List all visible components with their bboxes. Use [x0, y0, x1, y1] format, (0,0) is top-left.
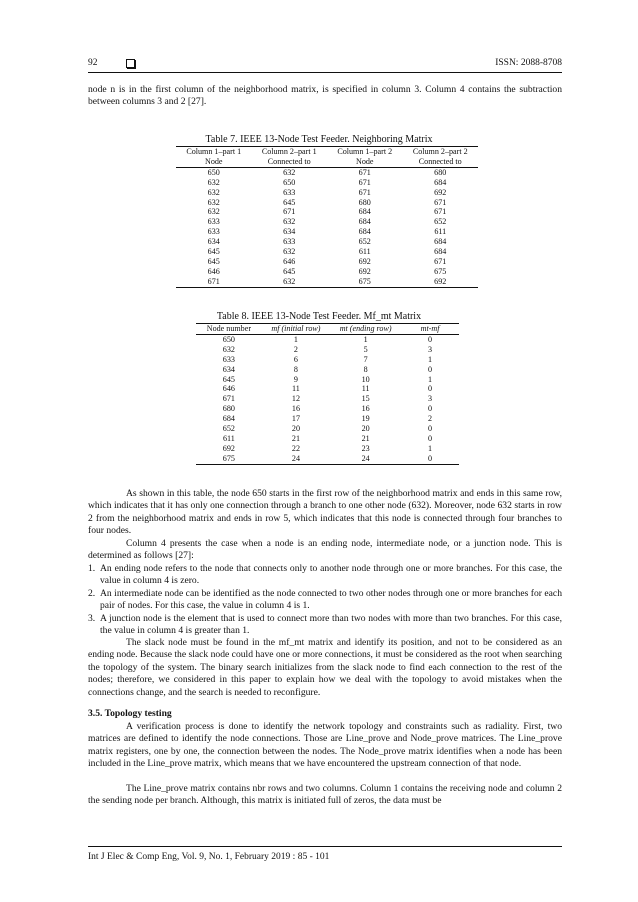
- table-cell: 21: [361, 433, 370, 443]
- table-cell: 650: [207, 167, 220, 177]
- body-paragraph-3: The slack node must be found in the mf_mt matrix and identify its position, and not to be considered as an ending node. Because the slack node could have one or more connections, it must be considered as the root when searching the topology of the system. The binary search initializes from the slack node to find each connection to the rest of the nodes; therefore, we considered in this paper to explain how we deal with the topology to avoid mistakes when the connections change, and the search is needed to reconfigure.: [88, 637, 562, 698]
- table-cell: 684: [222, 414, 235, 424]
- table-cell: 11: [292, 384, 300, 394]
- table-cell: 17: [291, 414, 300, 424]
- table-cell: 634: [207, 237, 220, 247]
- footer-rule: [88, 846, 562, 847]
- table-cell: 692: [358, 256, 371, 266]
- body-paragraph-2: Column 4 presents the case when a node is an ending node, intermediate node, or a junction node. This is determined as follows [27]:: [88, 538, 562, 562]
- table-cell: 0: [428, 424, 433, 434]
- header-rule: [88, 72, 562, 73]
- table-cell: 652: [358, 237, 371, 247]
- table-cell: 15: [361, 394, 370, 404]
- table-cell: 632: [283, 247, 296, 257]
- table-cell: 645: [222, 374, 235, 384]
- table-cell: 2: [428, 414, 433, 424]
- table-cell: 1: [363, 334, 368, 344]
- table-row: [176, 267, 478, 277]
- table-row: [196, 454, 459, 464]
- table-row: [176, 217, 478, 227]
- table-row: [176, 227, 478, 237]
- table-cell: 652: [434, 217, 447, 227]
- table-cell: 671: [222, 394, 235, 404]
- table-cell: 684: [358, 227, 371, 237]
- table-cell: 1: [428, 374, 433, 384]
- table-cell: 8: [363, 364, 368, 374]
- table-cell: 675: [196, 454, 262, 464]
- table-cell: 0: [428, 404, 433, 414]
- table-row: [176, 178, 478, 188]
- issn: ISSN: 2088-8708: [495, 58, 562, 68]
- table-cell: 632: [222, 344, 235, 354]
- table-cell: 7: [363, 354, 368, 364]
- table-row: [176, 277, 478, 287]
- table-cell: 671: [283, 207, 296, 217]
- table-cell: 632: [207, 187, 220, 197]
- table-cell: 634: [283, 227, 296, 237]
- table-cell: 671: [358, 167, 371, 177]
- table-cell: 611: [358, 247, 371, 257]
- table-cell: 16: [361, 404, 370, 414]
- table-cell: 680: [434, 167, 447, 177]
- table-cell: 692: [358, 266, 371, 276]
- table-cell: 1: [293, 334, 298, 344]
- table-cell: 645: [283, 197, 296, 207]
- table-cell: 671: [434, 207, 447, 217]
- table-cell: 633: [222, 354, 235, 364]
- table-cell: 12: [291, 394, 300, 404]
- table-row: [196, 434, 459, 444]
- table-cell: 5: [363, 344, 368, 354]
- table-cell: 671: [358, 187, 371, 197]
- page-number: 92: [88, 58, 98, 68]
- table8-header: mt (ending row): [330, 324, 401, 335]
- table-cell: 675: [327, 277, 403, 287]
- section-heading: 3.5. Topology testing: [88, 708, 172, 719]
- table-cell: 611: [434, 227, 447, 237]
- table-cell: 20: [291, 424, 300, 434]
- table-cell: 2: [293, 344, 298, 354]
- table-cell: 1: [428, 354, 433, 364]
- table-cell: 632: [283, 217, 296, 227]
- table-cell: 16: [291, 404, 300, 414]
- table7: [176, 146, 478, 288]
- table-row: [196, 444, 459, 454]
- table-row: [196, 424, 459, 434]
- table-cell: 684: [434, 237, 447, 247]
- table-cell: 8: [293, 364, 298, 374]
- list-item: 1. An ending node refers to the node that connects only to another node through one or more branches. For this case, the value in column 4 is zero.: [88, 563, 562, 587]
- table-cell: 20: [361, 424, 370, 434]
- table-cell: 6: [293, 354, 298, 364]
- table-row: [196, 404, 459, 414]
- table-cell: 9: [293, 374, 298, 384]
- table-cell: 632: [207, 197, 220, 207]
- table-cell: 10: [361, 374, 370, 384]
- table7-header: Column 2–part 2: [403, 147, 479, 157]
- table-row: [196, 355, 459, 365]
- table-cell: 684: [358, 207, 371, 217]
- table-row: [196, 394, 459, 404]
- table-cell: 634: [222, 364, 235, 374]
- body-paragraph-4: A verification process is done to identify the network topology and constraints such as radiality. First, two matrices are defined to identify the node connections. Those are Line_prove and Node_prove matrices. The Line_prove matrix registers, one by one, the connection between the nodes. The Node_prove matrix identifies when a node has been included in the Line_prove matrix, which means that we have encountered the upstream connection of that node.: [88, 721, 562, 770]
- table-cell: 22: [291, 443, 300, 453]
- table8-header: mt-mf: [401, 324, 459, 335]
- table-row: [176, 188, 478, 198]
- table-row: [176, 247, 478, 257]
- table8: [196, 323, 459, 465]
- table-row: [196, 345, 459, 355]
- table-row: [196, 384, 459, 394]
- table-row: [196, 334, 459, 344]
- table-cell: 611: [222, 433, 235, 443]
- table7-header: Column 1–part 1: [176, 147, 252, 157]
- table-cell: 650: [283, 177, 296, 187]
- table7-header: Connected to: [403, 157, 479, 167]
- table-cell: 645: [283, 266, 296, 276]
- body-paragraph-1: As shown in this table, the node 650 starts in the first row of the neighborhood matrix and ends in this same row, which indicates that it has only one connection through a branch to one other node (632). Moreover, node 632 starts in row 2 from the neighborhood matrix and ends in row 5, which indicates that this node is connected through four branches to four nodes.: [88, 488, 562, 537]
- table-row: [176, 207, 478, 217]
- table-cell: 646: [207, 266, 220, 276]
- table-cell: 633: [207, 227, 220, 237]
- table7-header: Column 1–part 2: [327, 147, 403, 157]
- table-cell: 692: [403, 277, 479, 287]
- table-cell: 645: [207, 247, 220, 257]
- table7-header: Connected to: [252, 157, 328, 167]
- table-cell: 24: [330, 454, 401, 464]
- table-cell: 692: [222, 443, 235, 453]
- table-row: [176, 257, 478, 267]
- table-cell: 3: [428, 344, 433, 354]
- table-cell: 646: [283, 256, 296, 266]
- table-cell: 632: [252, 277, 328, 287]
- table-cell: 671: [434, 256, 447, 266]
- table-cell: 19: [361, 414, 370, 424]
- table7-caption: Table 7. IEEE 13-Node Test Feeder. Neighboring Matrix: [205, 134, 433, 145]
- list-item: 3. A junction node is the element that is used to connect more than two nodes with more than two branches. For this case, the value in column 4 is greater than 1.: [88, 612, 562, 637]
- table-cell: 680: [358, 197, 371, 207]
- table-cell: 646: [222, 384, 235, 394]
- table-row: [196, 414, 459, 424]
- list-item: 2. An intermediate node can be identified as the node connected to two other nodes through one or more branches for each pair of nodes. For this case, the value in column 4 is 1.: [88, 587, 562, 612]
- table-row: [196, 375, 459, 385]
- table-cell: 24: [262, 454, 330, 464]
- table-cell: 684: [358, 217, 371, 227]
- table-cell: 632: [207, 177, 220, 187]
- table-cell: 692: [434, 187, 447, 197]
- table-row: [196, 365, 459, 375]
- table-cell: 671: [358, 177, 371, 187]
- table-cell: 21: [291, 433, 300, 443]
- table-cell: 671: [434, 197, 447, 207]
- body-paragraph-5: The Line_prove matrix contains nbr rows and two columns. Column 1 contains the receiving node and column 2 the sending node per branch. Although, this matrix is initiated full of zeros, the data must be: [88, 783, 562, 807]
- table-cell: 684: [434, 177, 447, 187]
- table8-header: mf (initial row): [262, 324, 330, 335]
- table-cell: 0: [401, 454, 459, 464]
- table8-header: Node number: [196, 324, 262, 335]
- table-row: [176, 167, 478, 177]
- table-cell: 633: [283, 187, 296, 197]
- table-cell: 0: [428, 433, 433, 443]
- table-cell: 632: [207, 207, 220, 217]
- table-cell: 1: [428, 443, 433, 453]
- table-cell: 680: [222, 404, 235, 414]
- table-cell: 684: [434, 247, 447, 257]
- table-cell: 675: [434, 266, 447, 276]
- table-cell: 0: [428, 334, 433, 344]
- table-cell: 671: [176, 277, 252, 287]
- checkbox-glyph-icon: [126, 59, 135, 68]
- table-cell: 632: [283, 167, 296, 177]
- table-cell: 0: [428, 364, 433, 374]
- table-cell: 633: [207, 217, 220, 227]
- table7-header: Column 2–part 1: [252, 147, 328, 157]
- intro-paragraph: node n is in the first column of the neighborhood matrix, is specified in column 3. Column 4 contains the subtraction between columns 3 and 2 [27].: [88, 84, 562, 108]
- table7-header: Node: [327, 157, 403, 167]
- page-footer: Int J Elec & Comp Eng, Vol. 9, No. 1, February 2019 : 85 - 101: [88, 852, 330, 862]
- table8-caption: Table 8. IEEE 13-Node Test Feeder. Mf_mt Matrix: [216, 311, 422, 322]
- table-row: [176, 198, 478, 208]
- table-cell: 11: [361, 384, 370, 394]
- table-cell: 645: [207, 256, 220, 266]
- table-cell: 652: [222, 424, 235, 434]
- table-row: [176, 237, 478, 247]
- table7-header: Node: [176, 157, 252, 167]
- table-cell: 3: [428, 394, 433, 404]
- table-cell: 23: [361, 443, 370, 453]
- table-cell: 633: [283, 237, 296, 247]
- numbered-list: [88, 563, 562, 637]
- table-cell: 650: [222, 334, 235, 344]
- table-cell: 0: [428, 384, 433, 394]
